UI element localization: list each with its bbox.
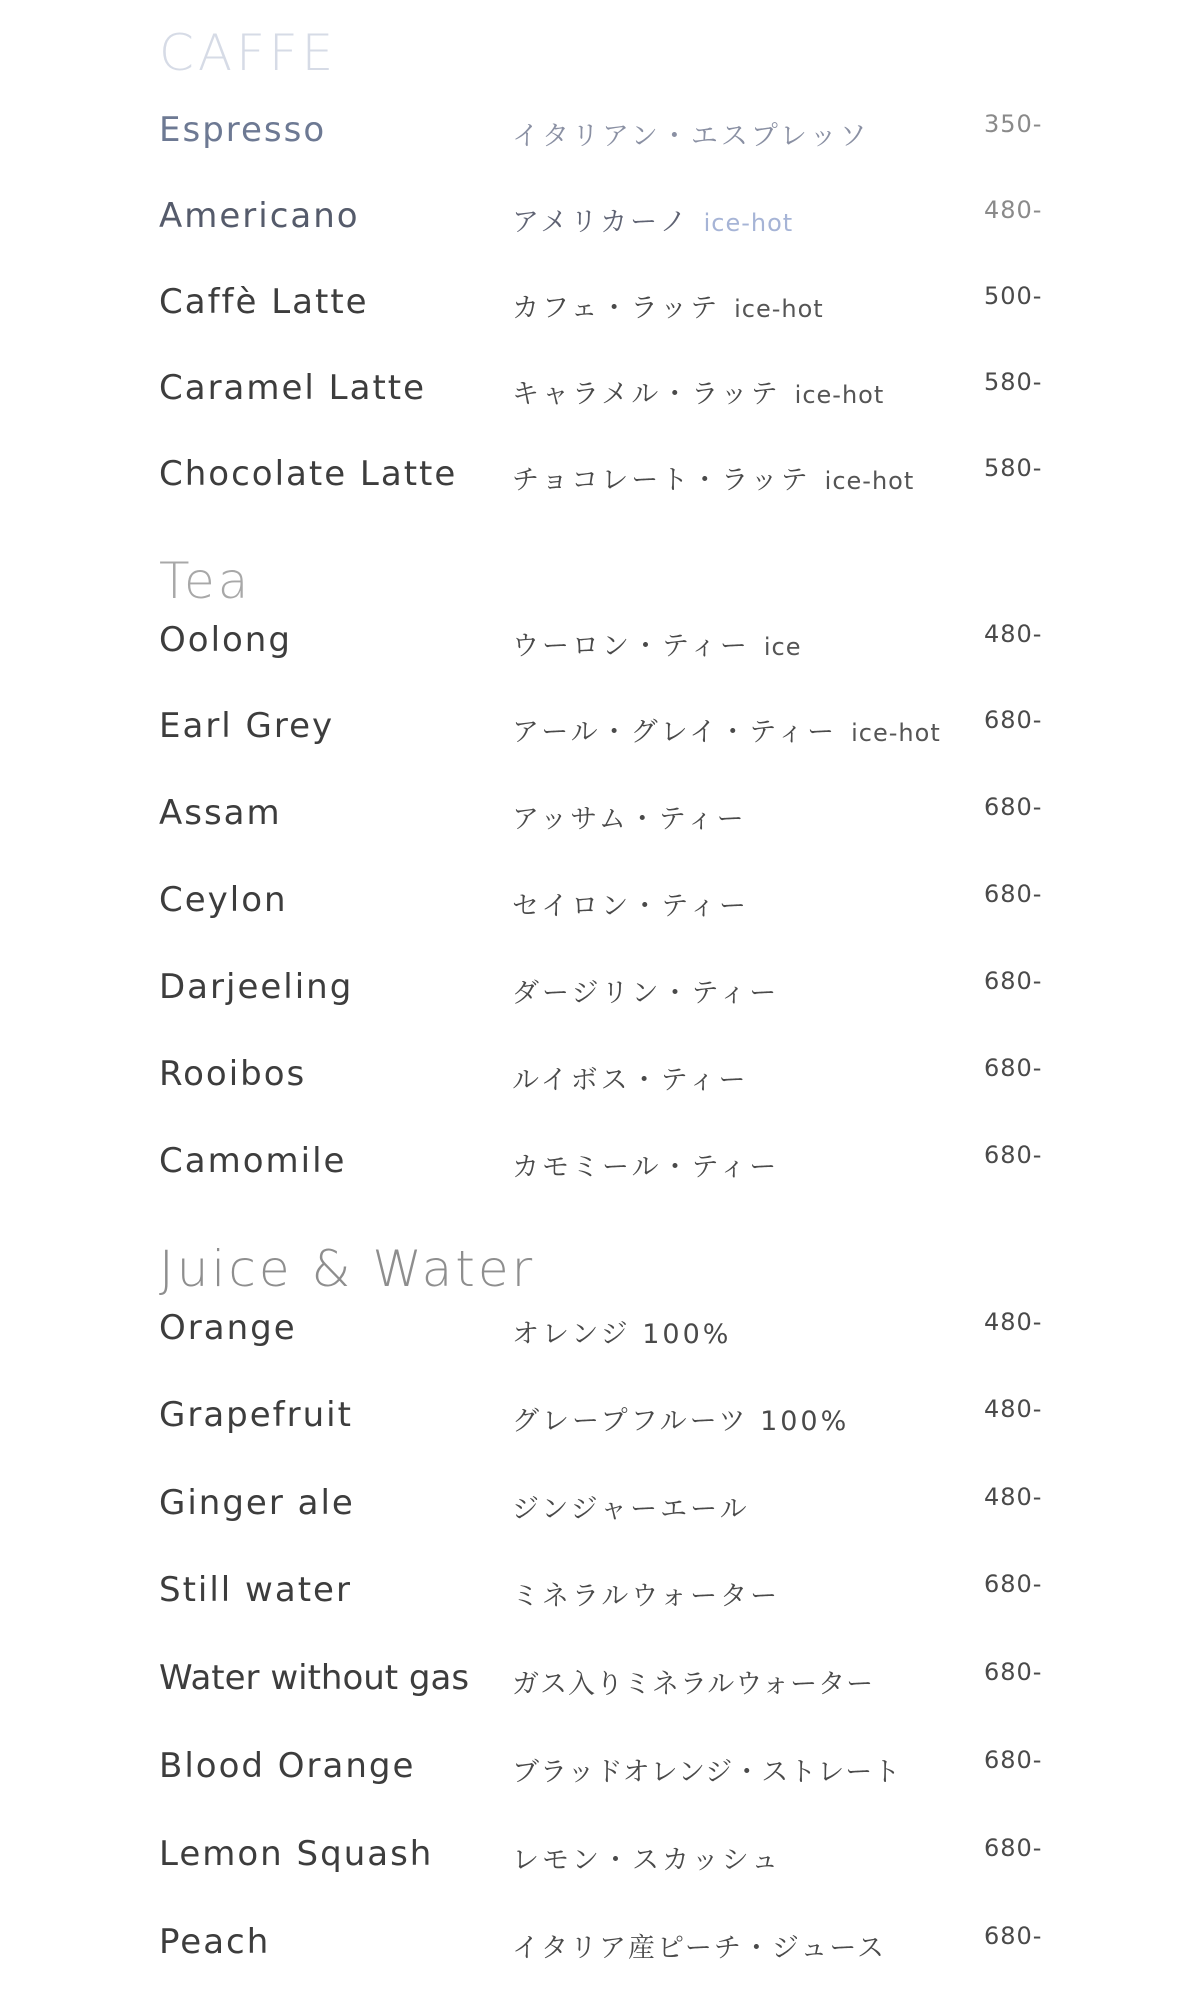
menu-item [0,793,1200,853]
item-name: Darjeeling [159,967,354,1007]
item-price: 580- [984,454,1043,482]
menu-item [0,282,1200,342]
item-name: Oolong [159,620,292,660]
menu-item [0,880,1200,940]
item-price: 680- [984,793,1043,821]
menu-item [0,620,1200,680]
item-price: 680- [984,1570,1043,1598]
item-price: 680- [984,1834,1043,1862]
menu-item [0,1141,1200,1201]
item-name: Earl Grey [159,706,335,746]
item-name-jp: アメリカーノ ice-hot [512,207,794,238]
item-name: Ginger ale [159,1483,355,1523]
item-price: 480- [984,1395,1043,1423]
item-name-jp: ブラッドオレンジ・ストレート [512,1757,902,1788]
item-name: Rooibos [159,1054,307,1094]
menu-item [0,196,1200,256]
item-name: Camomile [159,1141,347,1181]
item-name-jp: セイロン・ティー [512,891,750,922]
item-name-jp: アッサム・ティー [512,804,747,835]
item-name-jp: キャラメル・ラッテ ice-hot [512,379,885,410]
menu-item [0,1054,1200,1114]
menu-item [0,706,1200,766]
item-name: Ceylon [159,880,288,920]
item-name-jp: ジンジャーエール [512,1494,750,1525]
item-price: 680- [984,880,1043,908]
item-price: 680- [984,706,1043,734]
item-name: Blood Orange [159,1746,416,1786]
item-name: Still water [159,1570,352,1610]
section-title-tea: Tea [159,552,252,610]
item-price: 350- [984,110,1043,138]
item-price: 480- [984,620,1043,648]
item-price: 680- [984,1141,1043,1169]
item-name: Grapefruit [159,1395,353,1435]
item-name: Orange [159,1308,297,1348]
menu-item [0,454,1200,514]
item-name: Lemon Squash [159,1834,434,1874]
item-name: Assam [159,793,282,833]
section-title-juice-water: Juice & Water [159,1240,536,1298]
item-price: 500- [984,282,1043,310]
menu-item [0,1570,1200,1630]
item-name-jp: ダージリン・ティー [512,978,780,1009]
item-name: Caramel Latte [159,368,427,408]
menu-item [0,1308,1200,1368]
menu-item [0,110,1200,170]
item-name: Peach [159,1922,271,1962]
item-name: Espresso [159,110,327,150]
item-name-jp: レモン・スカッシュ [512,1845,782,1876]
menu-item [0,1395,1200,1455]
item-price: 580- [984,368,1043,396]
item-name-jp: ガス入りミネラルウォーター [512,1669,875,1700]
item-price: 680- [984,1746,1043,1774]
menu-item [0,967,1200,1027]
item-price: 680- [984,1054,1043,1082]
item-price: 680- [984,1658,1043,1686]
item-price: 680- [984,967,1043,995]
item-name-jp: ミネラルウォーター [512,1581,781,1612]
item-name: Caffè Latte [159,282,369,322]
menu-item [0,368,1200,428]
item-name-jp: カフェ・ラッテ ice-hot [512,293,824,324]
item-name-jp: ルイボス・ティー [512,1065,749,1096]
item-name-jp: カモミール・ティー [512,1152,780,1183]
item-name: Americano [159,196,360,236]
menu-item [0,1834,1200,1894]
item-name: Water without gas [159,1658,470,1698]
item-name-jp: グレープフルーツ 100% [512,1406,850,1437]
item-name-jp: イタリアン・エスプレッソ [512,121,870,152]
menu-item [0,1658,1200,1718]
item-name-jp: チョコレート・ラッテ ice-hot [512,465,915,496]
item-name: Chocolate Latte [159,454,458,494]
item-name-jp: アール・グレイ・ティー ice-hot [512,717,941,748]
item-name-jp: ウーロン・ティー ice [512,631,802,662]
section-title-caffe: CAFFE [159,24,338,82]
item-price: 480- [984,1308,1043,1336]
item-price: 680- [984,1922,1043,1950]
item-price: 480- [984,1483,1043,1511]
item-name-jp: オレンジ 100% [512,1319,732,1350]
menu-item [0,1746,1200,1806]
item-name-jp: イタリア産ピーチ・ジュース [512,1933,887,1964]
item-price: 480- [984,196,1043,224]
menu-item [0,1483,1200,1543]
menu-item [0,1922,1200,1982]
